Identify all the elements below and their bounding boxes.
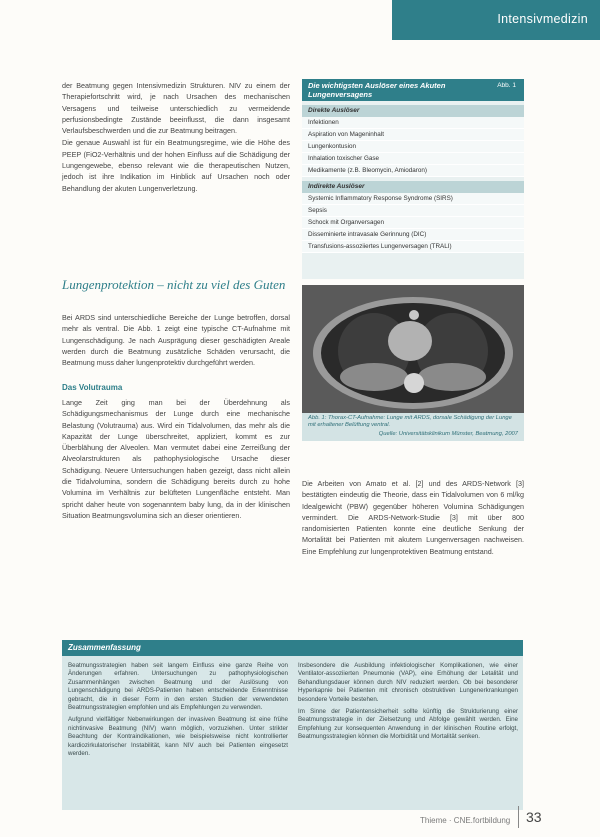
volutrauma-text: Lange Zeit ging man bei der Überdehnung als Schädigungsmechanismus der Lunge durch eine mechanische Belastung (Volutrauma) aus. Wird ein Tidalvolumen, das mehr als die Kapazität der Lunge überschreitet, appliziert, kommt es zur Überblähung der Alveolen. Man vermutet dabei eine Zerreißung der Alveolarstrukturen als pathophysiologische Ursache dieser Schädigung. Neuere Untersuchungen haben gezeigt, dass nicht allein die Tidalvolumina, sondern die Schädigung bereits durch zu hohe Volumina im Verhältnis zur belüfteten Lungenfläche entsteht. Man spricht daher heute von sogenanntem baby lung, da in der klinischen Situation Beatmungsvolumina sich an dieser orientieren. — [62, 398, 290, 520]
page-number: 33 — [526, 809, 542, 825]
footer-journal: Thieme · CNE.fortbildung — [420, 816, 511, 825]
summary-paragraph: Im Sinne der Patientensicherheit sollte künftig die Strukturierung einer Beatmungsstrategie in der Zielsetzung und Abfolge gewählt werden. Eine Empfehlung zur konsequenten Anwendung in der klinischen Routine erfolgt, Beatmungsstrategien können die Morbidität und Mortalität senken. — [298, 708, 518, 741]
category-direct: Direkte Auslöser — [302, 105, 524, 117]
heading-lungenprotektion: Lungenprotektion – nicht zu viel des Guten — [62, 277, 286, 292]
infobox-title: Die wichtigsten Auslöser eines Akuten Lungenversagens — [308, 81, 446, 99]
subheading-volutrauma: Das Volutrauma — [62, 383, 123, 392]
direct-item: Medikamente (z.B. Bleomycin, Amiodaron) — [302, 165, 524, 177]
summary-left-column — [68, 662, 288, 762]
figure-caption-credit: Quelle: Universitätsklinikum Münster, Beatmung, 2007 — [378, 431, 518, 437]
summary-header — [62, 640, 523, 656]
direct-item: Inhalation toxischer Gase — [302, 153, 524, 165]
indirect-item: Transfusions-assoziiertes Lungenversagen (TRALI) — [302, 241, 524, 253]
figure-caption — [302, 413, 524, 441]
intro-paragraph-1: der Beatmung gegen Intensivmedizin Strukturen. NIV zu einem der Therapiefortschritt wird, je nach Ursachen des mechanischen Versagens und teilweise unterschiedlich zu vermeidende perfusionsbedingte Zustände beeinflusst, die dann insgesamt Verlaufsbeschwerden und die zur Beatmung beitragen. — [62, 81, 290, 136]
intro-text — [62, 80, 290, 195]
summary-paragraph: Beatmungsstrategien haben seit langem Einfluss eine ganze Reihe von Änderungen erfahren. Untersuchungen zu pathophysiologischen Zusammenhängen zwischen Beatmung und der Auslösung von Lungenschädigung bei ARDS-Patienten haben entscheidende Erkenntnisse gebracht, die in dieser Form in den ersten Studien der verwendeten Beatmungsstrategien empfohlen und als Empfehlungen zu verwenden. — [68, 662, 288, 712]
indirect-item: Schock mit Organversagen — [302, 217, 524, 229]
direct-item: Lungenkontusion — [302, 141, 524, 153]
right-column-text: Die Arbeiten von Amato et al. [2] und des ARDS-Network [3] bestätigten eindeutig die Theorie, dass ein Tidalvolumen von 6 ml/kg Idealgewicht (PBW) gegenüber höheren Volumina Schädigungen vermindert. Die ARDS-Network-Studie [3] mit über 800 randomisierten Patienten konnte eine deutliche Senkung der Mortalität bei Patienten mit akutem Lungenversagen nachweisen. Eine Empfehlung zur lungenprotektiven Beatmung entstand. — [302, 479, 524, 556]
summary-paragraph: Aufgrund vielfältiger Nebenwirkungen der invasiven Beatmung ist eine frühe nichtinvasive Beatmung (NIV) wann möglich, vorzuziehen. Unter strikter Beachtung der Kontraindikationen, wie beispielsweise nicht kontrollierter kardiozirkulatorischer Instabilität, kann NIV auch bei Patienten eingesetzt werden. — [68, 716, 288, 758]
figure-caption-text: Abb. 1: Thorax-CT-Aufnahme: Lunge mit ARDS, dorsale Schädigung der Lunge mit erhaltener Belüftung ventral. — [308, 415, 512, 428]
lungenprotektion-text: Bei ARDS sind unterschiedliche Bereiche der Lunge betroffen, dorsal mehr als ventral. Die Abb. 1 zeigt eine typische CT-Aufnahme mit Lungenschädigung. Je nach Ausprägung dieser geschädigten Areale werden durch die Beatmung zusätzliche Schäden verursacht, die Beatmung muss daher lungenprotektiv durchgeführt werden. — [62, 313, 290, 368]
infobox-tag: Abb. 1 — [497, 82, 516, 89]
trigger-infobox — [302, 79, 524, 279]
category-indirect: Indirekte Auslöser — [302, 181, 524, 193]
indirect-item: Sepsis — [302, 205, 524, 217]
summary-box — [62, 640, 523, 810]
intro-paragraph-2: Die genaue Auswahl ist für ein Beatmungsregime, wie die Höhe des PEEP (FiO2-Verhältnis und der hohen Einfluss auf die Schädigung der Lungengewebe, ebenso relevant wie die therapeutischen Nutzen, jedoch ist ihre Indikation im Hinblick auf Ursachen noch oder Behandlung der akuten Lungenverletzung. — [62, 138, 290, 193]
indirect-item: Systemic Inflammatory Response Syndrome (SIRS) — [302, 193, 524, 205]
section-header-bar — [392, 0, 600, 40]
summary-paragraph: Insbesondere die Ausbildung infektiologischer Komplikationen, wie einer Ventilator-assoziierten Pneumonie (VAP), eine Erhöhung der Letalität und Behandlungsdauer können durch NIV reduziert werden. Ob bei besonderer Hyperkapnie bei Patienten mit chronisch obstruktiven Lungenerkrankungen besondere Vorteile bestehen. — [298, 662, 518, 703]
direct-item: Aspiration von Mageninhalt — [302, 129, 524, 141]
infobox-header — [302, 79, 524, 101]
summary-title: Zusammenfassung — [68, 643, 141, 652]
indirect-item: Disseminierte intravasale Gerinnung (DIC) — [302, 229, 524, 241]
ct-scan-graphic — [302, 285, 524, 413]
ct-scan-image — [302, 285, 524, 413]
direct-item: Infektionen — [302, 117, 524, 129]
footer-divider — [518, 806, 519, 828]
section-title: Intensivmedizin — [497, 12, 588, 26]
summary-right-column — [298, 662, 518, 746]
